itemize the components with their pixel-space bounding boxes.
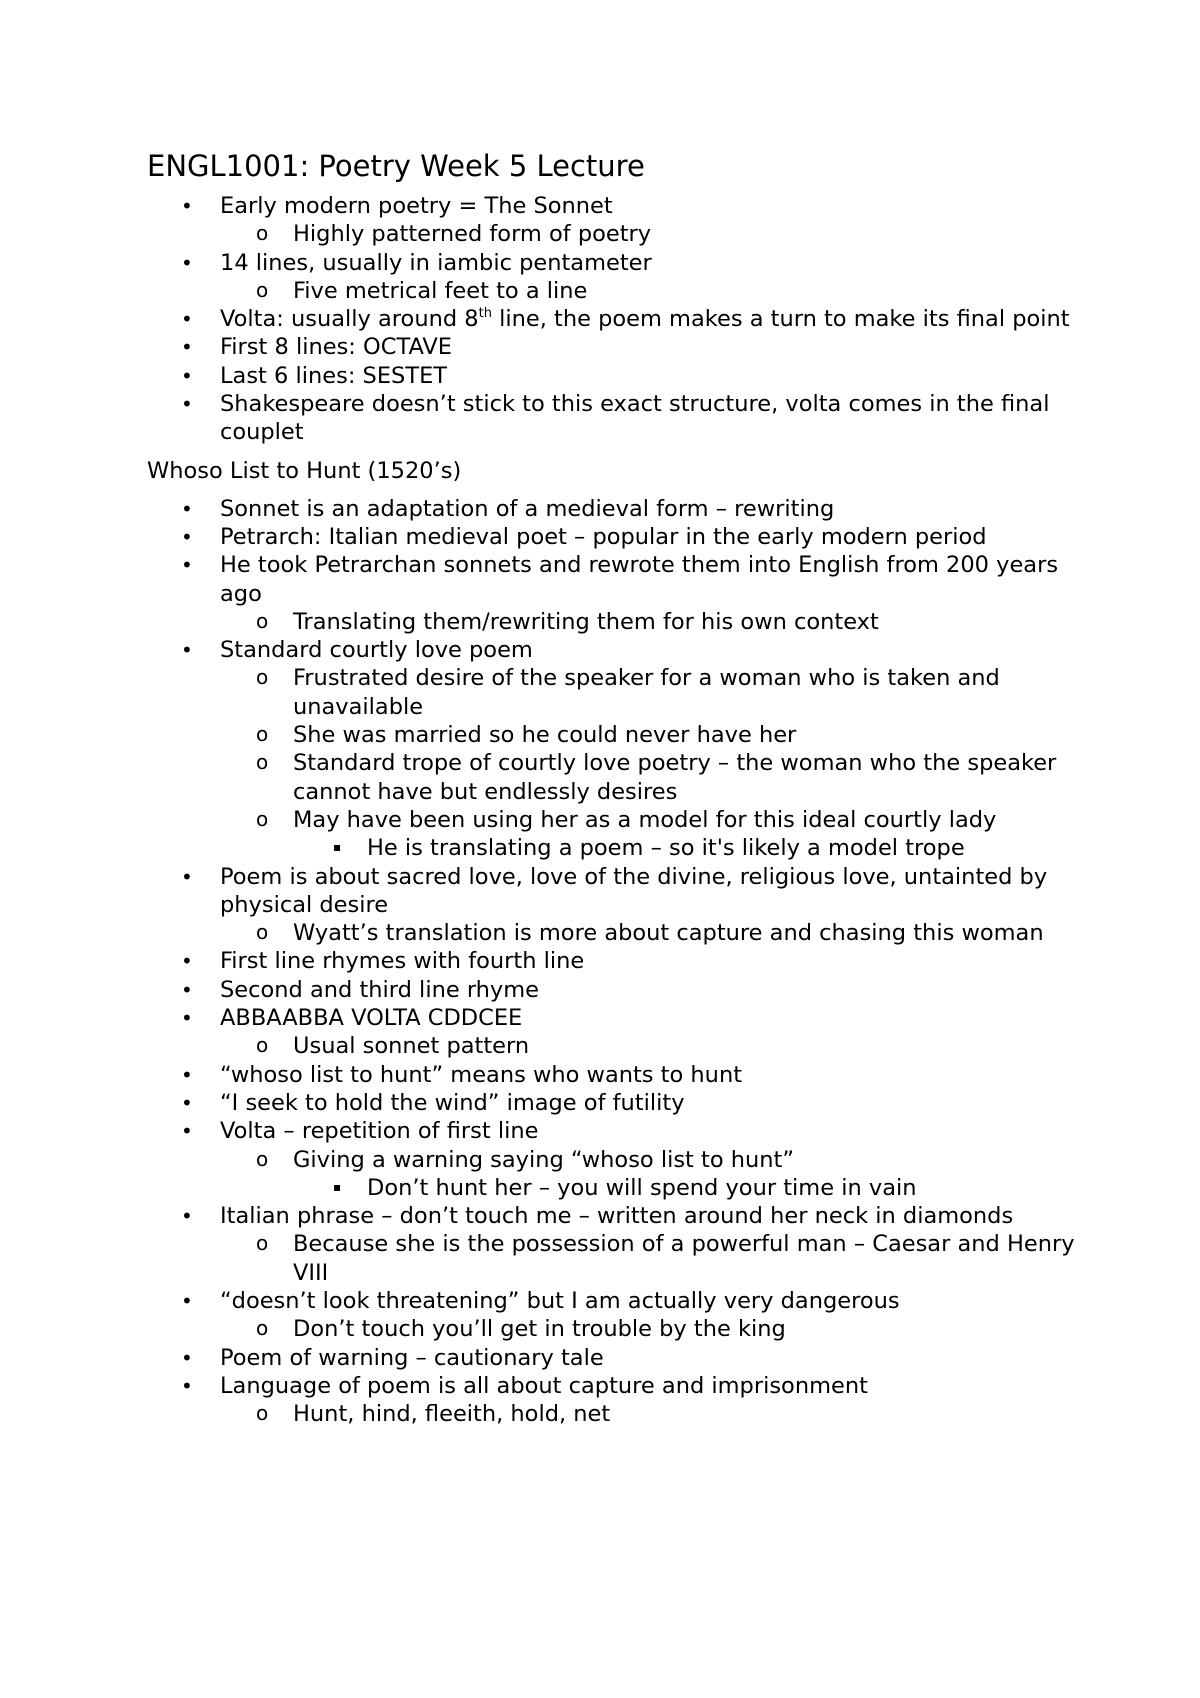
- bullet-item: [147, 1089, 1080, 1117]
- bullet-icon: •: [181, 1006, 193, 1031]
- bullet-item: [147, 390, 1080, 447]
- bullet-icon: •: [181, 1345, 193, 1370]
- bullet-text: Early modern poetry = The Sonnet: [220, 193, 613, 219]
- bullet-item: [147, 1372, 1080, 1400]
- bullet-text: Because she is the possession of a powerful man – Caesar and Henry VIII: [293, 1231, 1075, 1286]
- bullet-item: [147, 1202, 1080, 1230]
- sub-bullet-item: [147, 806, 1080, 834]
- bullet-icon: •: [181, 1090, 193, 1115]
- bullet-item: [147, 305, 1080, 333]
- bullet-item: [147, 1344, 1080, 1372]
- bullet-icon: •: [181, 1119, 193, 1144]
- sub-bullet-item: [147, 1146, 1080, 1174]
- bullet-text: Standard trope of courtly love poetry – the woman who the speaker cannot have but endlessly desires: [293, 750, 1057, 805]
- bullet-icon: •: [181, 363, 193, 388]
- bullet-text: “I seek to hold the wind” image of futility: [220, 1089, 685, 1116]
- circle-bullet-icon: o: [256, 920, 269, 945]
- circle-bullet-icon: o: [256, 665, 269, 690]
- bullet-icon: •: [181, 307, 193, 332]
- bullet-item: [147, 947, 1080, 975]
- bullet-text: ABBAABBA VOLTA CDDCEE: [220, 1005, 523, 1032]
- bullet-item: [147, 976, 1080, 1004]
- bullet-icon: •: [181, 864, 193, 889]
- bullet-text: Wyatt’s translation is more about capture and chasing this woman: [293, 920, 1044, 947]
- bullet-text: First 8 lines: OCTAVE: [220, 334, 453, 361]
- bullet-text: Volta – repetition of first line: [220, 1118, 539, 1145]
- sub-bullet-item: [147, 721, 1080, 749]
- bullet-text: She was married so he could never have her: [293, 722, 797, 749]
- bullet-text: “whoso list to hunt” means who wants to hunt: [220, 1061, 743, 1088]
- bullet-icon: •: [181, 1373, 193, 1398]
- bullet-icon: •: [181, 977, 193, 1002]
- square-bullet-icon: ▪: [333, 840, 342, 855]
- sub-bullet-item: [147, 1400, 1080, 1428]
- page-title: ENGL1001: Poetry Week 5 Lecture: [147, 149, 645, 183]
- sub-bullet-item: [147, 919, 1080, 947]
- bullet-text: Usual sonnet pattern: [293, 1033, 530, 1060]
- bullet-icon: •: [181, 949, 193, 974]
- bullet-icon: •: [181, 496, 193, 521]
- superscript: th: [478, 306, 492, 322]
- bullet-item: [147, 1287, 1080, 1315]
- bullet-icon: •: [181, 1288, 193, 1313]
- notes-list-intro: [147, 192, 1080, 447]
- circle-bullet-icon: o: [256, 722, 269, 747]
- bullet-text: First line rhymes with fourth line: [220, 948, 585, 975]
- bullet-item: [147, 1061, 1080, 1089]
- bullet-item: [147, 495, 1080, 523]
- notes-list-whoso: [147, 495, 1080, 1429]
- sub-bullet-item: [147, 1315, 1080, 1343]
- sub-bullet-item: [147, 664, 1080, 721]
- bullet-text: Hunt, hind, fleeith, hold, net: [293, 1401, 611, 1428]
- bullet-icon: •: [181, 250, 193, 275]
- bullet-text: He took Petrarchan sonnets and rewrote them into English from 200 years ago: [220, 552, 1059, 607]
- bullet-item: [147, 551, 1080, 608]
- bullet-text: Sonnet is an adaptation of a medieval form – rewriting: [220, 495, 835, 522]
- circle-bullet-icon: o: [256, 1401, 269, 1426]
- bullet-text-part: line, the poem makes a turn to make its final point: [491, 306, 1070, 333]
- bullet-text: Petrarch: Italian medieval poet – popular in the early modern period: [220, 523, 987, 550]
- bullet-item: [147, 1004, 1080, 1032]
- bullet-icon: •: [181, 638, 193, 663]
- bullet-text: Frustrated desire of the speaker for a woman who is taken and unavailable: [293, 665, 1000, 720]
- bullet-item: [147, 523, 1080, 551]
- bullet-text: Shakespeare doesn’t stick to this exact structure, volta comes in the final couplet: [220, 391, 1050, 446]
- bullet-icon: •: [181, 1204, 193, 1229]
- bullet-text: [220, 306, 1070, 332]
- bullet-text: Second and third line rhyme: [220, 976, 540, 1003]
- bullet-text: 14 lines, usually in iambic pentameter: [220, 249, 652, 276]
- bullet-text: Don’t hunt her – you will spend your time in vain: [367, 1174, 917, 1201]
- bullet-item: [147, 192, 1080, 220]
- bullet-text: He is translating a poem – so it's likely a model trope: [367, 835, 965, 862]
- bullet-text: Poem is about sacred love, love of the divine, religious love, untainted by physical desire: [220, 863, 1048, 918]
- bullet-text: Poem of warning – cautionary tale: [220, 1344, 604, 1371]
- circle-bullet-icon: o: [256, 1231, 269, 1256]
- bullet-icon: •: [181, 335, 193, 360]
- bullet-item: [147, 362, 1080, 390]
- circle-bullet-icon: o: [256, 806, 269, 831]
- bullet-text: Don’t touch you’ll get in trouble by the king: [293, 1316, 786, 1343]
- bullet-item: [147, 1117, 1080, 1145]
- bullet-text: “doesn’t look threatening” but I am actually very dangerous: [220, 1287, 900, 1314]
- bullet-icon: •: [181, 194, 193, 218]
- circle-bullet-icon: o: [256, 1316, 269, 1341]
- bullet-text: Standard courtly love poem: [220, 637, 533, 664]
- section-heading: Whoso List to Hunt (1520’s): [147, 457, 462, 484]
- bullet-text: Italian phrase – don’t touch me – written around her neck in diamonds: [220, 1203, 1014, 1230]
- bullet-item: [147, 249, 1080, 277]
- bullet-item: [147, 333, 1080, 361]
- sub-bullet-item: [147, 608, 1080, 636]
- bullet-text: Last 6 lines: SESTET: [220, 362, 448, 389]
- bullet-icon: •: [181, 1062, 193, 1087]
- bullet-icon: •: [181, 392, 193, 417]
- circle-bullet-icon: o: [256, 1146, 269, 1171]
- bullet-text-part: Volta: usually around 8: [220, 306, 479, 333]
- bullet-item: [147, 636, 1080, 664]
- bullet-text: Giving a warning saying “whoso list to hunt”: [293, 1146, 795, 1173]
- sub-bullet-item: [147, 749, 1080, 806]
- sub-bullet-item: [147, 1032, 1080, 1060]
- sub-bullet-item: [147, 277, 1080, 305]
- bullet-text: Five metrical feet to a line: [293, 277, 588, 304]
- circle-bullet-icon: o: [256, 608, 269, 633]
- sub-sub-bullet-item: [147, 834, 1080, 862]
- bullet-item: [147, 863, 1080, 920]
- sub-bullet-item: [147, 220, 1080, 248]
- bullet-text: May have been using her as a model for this ideal courtly lady: [293, 806, 997, 833]
- bullet-icon: •: [181, 553, 193, 578]
- bullet-text: Language of poem is all about capture and imprisonment: [220, 1372, 868, 1399]
- circle-bullet-icon: o: [256, 277, 269, 302]
- circle-bullet-icon: o: [256, 1033, 269, 1058]
- circle-bullet-icon: o: [256, 750, 269, 775]
- square-bullet-icon: ▪: [333, 1179, 342, 1194]
- bullet-text: Translating them/rewriting them for his own context: [293, 608, 879, 635]
- bullet-icon: •: [181, 524, 193, 549]
- bullet-text: Highly patterned form of poetry: [293, 221, 652, 248]
- sub-bullet-item: [147, 1230, 1080, 1287]
- sub-sub-bullet-item: [147, 1174, 1080, 1202]
- circle-bullet-icon: o: [256, 221, 269, 246]
